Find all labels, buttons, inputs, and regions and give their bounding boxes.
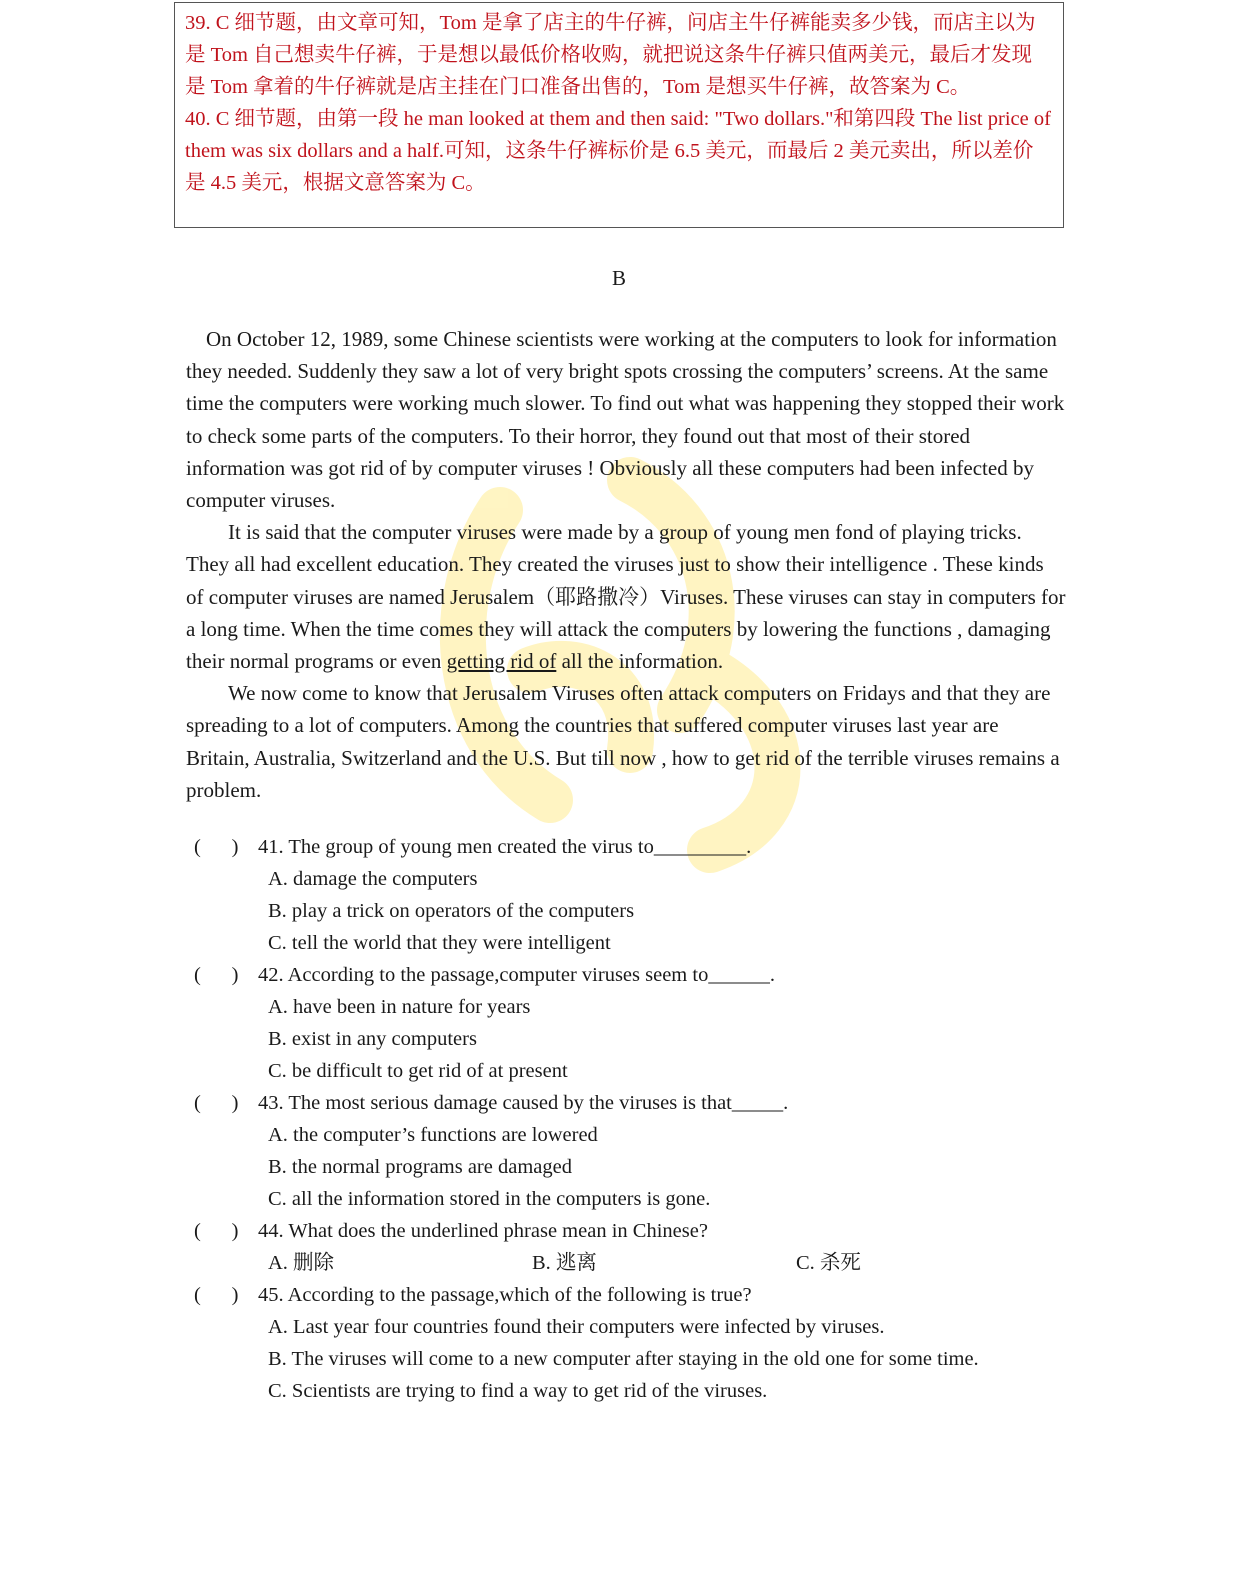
question-stem: 45. According to the passage,which of the following is true? [258,1284,752,1306]
question-42 [194,959,1074,991]
passage-paragraph-2 [186,516,1066,677]
answer-blank[interactable]: ( ) [194,964,239,986]
answer-40: 40. C 细节题，由第一段 he man looked at them and then said: "Two dollars."和第四段 The list price of them was six dollars and a half.可知，这条牛仔裤标价是 6.5 美元，而最后 2 美元卖出，所以差价是 4.5 美元，根据文意答案为 C。 [185,108,1051,194]
question-stem: 44. What does the underlined phrase mean in Chinese? [258,1220,708,1242]
section-heading: B [611,266,626,290]
passage-paragraph-3: We now come to know that Jerusalem Viruses often attack computers on Fridays and that they are spreading to a lot of computers. Among the countries that suffered computer viruses last year are Britain, Australia, Switzerland and the U.S. But till now , how to get rid of the terrible viruses remains a problem. [186,681,1060,802]
option-a: A. 删除 [268,1252,335,1274]
option-c: C. Scientists are trying to find a way to get rid of the viruses. [268,1380,768,1402]
option-a: A. Last year four countries found their computers were infected by viruses. [268,1316,885,1338]
question-43 [194,1087,1074,1119]
answer-39: 39. C 细节题，由文章可知，Tom 是拿了店主的牛仔裤，问店主牛仔裤能卖多少钱，而店主以为是 Tom 自己想卖牛仔裤，于是想以最低价格收购，就把说这条牛仔裤只值两美元，最后才发现是 Tom 拿着的牛仔裤就是店主挂在门口准备出售的，Tom 是想买牛仔裤，故答案为 C。 [185,12,1036,98]
paragraph-2-text-a: It is said that the computer viruses were made by a group of young men fond of playing tricks. They all had excellent education. They created the viruses just to show their intelligence . These kinds of computer viruses are named Jerusalem（耶路撒冷）Viruses. These viruses can stay in computers for a long time. When the time comes they will attack the computers by lowering the functions , damaging their normal programs or even [186,520,1066,674]
answer-blank[interactable]: ( ) [194,1092,239,1114]
question-stem: 43. The most serious damage caused by the viruses is that_____. [258,1092,789,1114]
underlined-phrase: getting rid of [446,649,557,674]
option-c: C. all the information stored in the computers is gone. [268,1188,711,1210]
question-45 [194,1279,1074,1311]
question-stem: 41. The group of young men created the virus to_________. [258,836,752,858]
option-b: B. 逃离 [532,1252,597,1274]
option-a: A. damage the computers [268,868,478,890]
option-b: B. play a trick on operators of the computers [268,900,635,922]
option-b: B. exist in any computers [268,1028,477,1050]
option-b: B. The viruses will come to a new computer after staying in the old one for some time. [268,1348,979,1370]
reading-passage [186,323,1066,806]
answer-blank[interactable]: ( ) [194,1284,239,1306]
option-c: C. be difficult to get rid of at present [268,1060,568,1082]
answer-blank[interactable]: ( ) [194,836,239,858]
paragraph-2-text-b: all the information. [556,649,724,674]
passage-paragraph-1: On October 12, 1989, some Chinese scientists were working at the computers to look for information they needed. Suddenly they saw a lot of very bright spots crossing the computers’ screens. At the same time the computers were working much slower. To find out what was happening they stopped their work to check some parts of the computers. To their horror, they found out that most of their stored information was got rid of by computer viruses ! Obviously all these computers had been infected by computer viruses. [186,327,1065,513]
option-a: A. have been in nature for years [268,996,531,1018]
question-41 [194,831,1074,863]
option-c: C. tell the world that they were intelligent [268,932,611,954]
question-stem: 42. According to the passage,computer viruses seem to______. [258,964,775,986]
question-44 [194,1215,1074,1247]
question-list [194,831,1074,1407]
option-a: A. the computer’s functions are lowered [268,1124,598,1146]
option-c: C. 杀死 [796,1252,861,1274]
inline-options [194,1247,1074,1279]
option-b: B. the normal programs are damaged [268,1156,572,1178]
answer-blank[interactable]: ( ) [194,1220,239,1242]
answer-explanation-box [174,2,1064,228]
